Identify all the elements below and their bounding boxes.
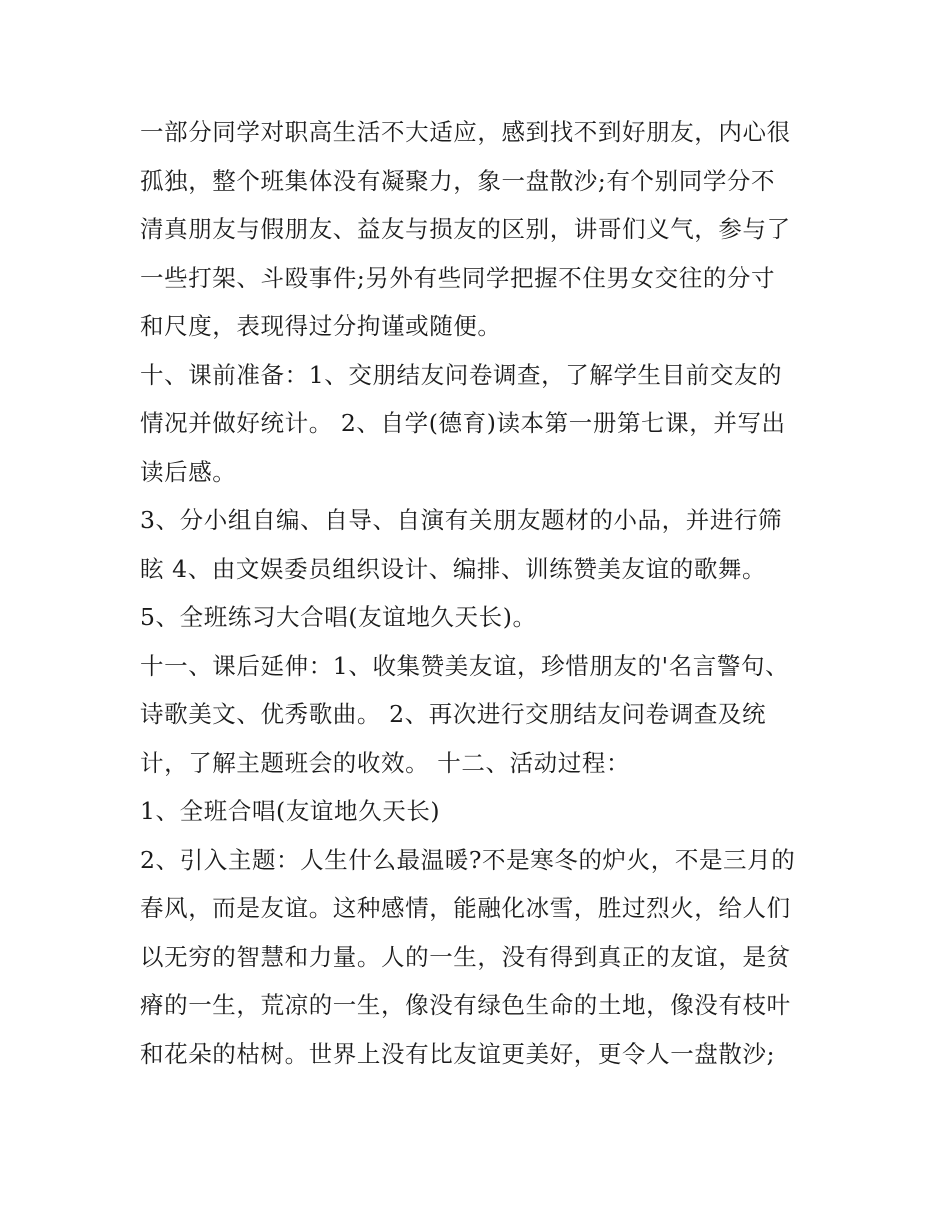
text-line: 清真朋友与假朋友、益友与损友的区别，讲哥们义气，参与了 [140,215,791,243]
text-line: 春风，而是友谊。这种感情，能融化冰雪，胜过烈火，给人们 [140,894,791,922]
document-body [140,108,820,1078]
text-line: 计，了解主题班会的收效。 十二、活动过程： [140,748,631,777]
text-line: 一部分同学对职高生活不大适应，感到找不到好朋友，内心很 [140,118,791,146]
text-line: 诗歌美文、优秀歌曲。 2、再次进行交朋结友问卷调查及统 [140,700,767,728]
text-line: 以无穷的智慧和力量。人的一生，没有得到真正的友谊，是贫 [140,942,791,971]
text-line: 和花朵的枯树。世界上没有比友谊更美好，更令人一盘散沙; [140,1039,776,1068]
text-line: 情况并做好统计。 2、自学(德育)读本第一册第七课，并写出 [140,409,786,437]
text-line: 5、全班练习大合唱(友谊地久天长)。 [140,603,537,631]
text-line: 读后感。 [140,457,237,486]
text-line: 十一、课后延伸：1、收集赞美友谊，珍惜朋友的'名言警句、 [140,651,790,680]
text-line: 3、分小组自编、自导、自演有关朋友题材的小品，并进行筛 [140,506,783,534]
text-line: 一些打架、斗殴事件;另外有些同学把握不住男女交往的分寸 [140,263,776,292]
text-line: 和尺度，表现得过分拘谨或随便。 [140,312,502,340]
text-line: 十、课前准备：1、交朋结友问卷调查，了解学生目前交友的 [140,360,783,389]
text-line: 眩 4、由文娱委员组织设计、编排、训练赞美友谊的歌舞。 [140,554,767,583]
text-line: 2、引入主题：人生什么最温暖?不是寒冬的炉火，不是三月的 [140,845,796,874]
text-line: 孤独，整个班集体没有凝聚力，象一盘散沙;有个别同学分不 [140,166,776,195]
text-line: 瘠的一生，荒凉的一生，像没有绿色生命的土地，像没有枝叶 [140,991,791,1019]
text-line: 1、全班合唱(友谊地久天长) [140,797,441,825]
